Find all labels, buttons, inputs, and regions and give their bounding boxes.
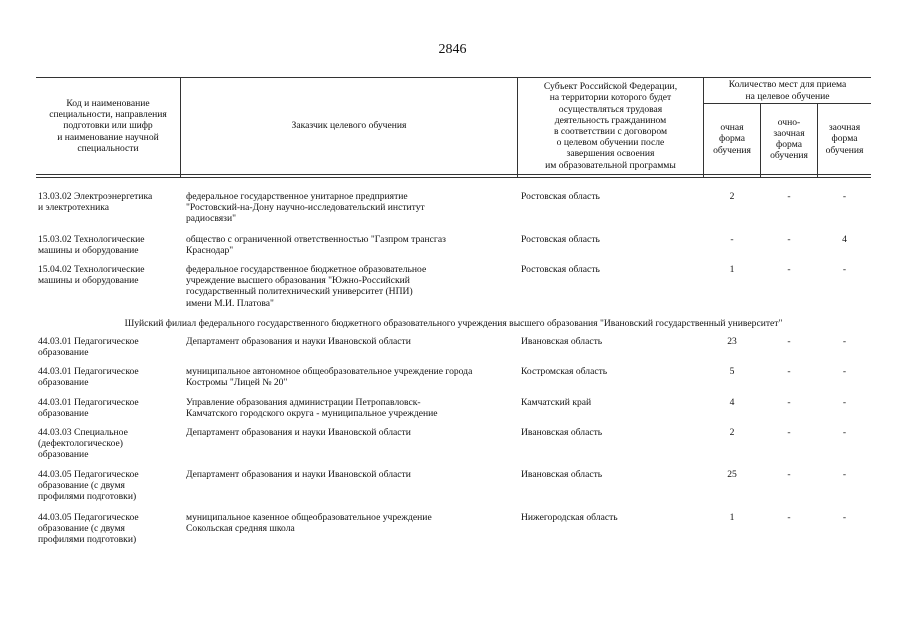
cell-customer: Управление образования администрации Петропавловск- Камчатского городского округа - муниципальное учреждение bbox=[186, 397, 438, 420]
cell-customer: Департамент образования и науки Ивановской области bbox=[186, 427, 411, 438]
cell-subject: Костромская область bbox=[521, 366, 608, 377]
cell-subject: Ивановская область bbox=[521, 427, 603, 438]
cell-code: 44.03.05 Педагогическое образование (с двумя профилями подготовки) bbox=[38, 469, 139, 503]
cell-customer: Департамент образования и науки Ивановской области bbox=[186, 469, 411, 480]
cell-customer: муниципальное казенное общеобразовательное учреждение Сокольская средняя школа bbox=[186, 512, 432, 535]
cell-extra: - bbox=[842, 264, 847, 275]
cell-code: 44.03.05 Педагогическое образование (с двумя профилями подготовки) bbox=[38, 512, 139, 546]
cell-full: 4 bbox=[729, 397, 735, 408]
cell-code: 44.03.01 Педагогическое образование bbox=[38, 366, 139, 389]
cell-subject: Ивановская область bbox=[521, 336, 603, 347]
cell-customer: федеральное государственное унитарное предприятие "Ростовский-на-Дону научно-исследовательский институт радиосвязи" bbox=[186, 191, 425, 225]
cell-part: - bbox=[787, 427, 791, 438]
cell-part: - bbox=[787, 512, 791, 523]
cell-subject: Камчатский край bbox=[521, 397, 592, 408]
header-part-time: очно- заочная форма обучения bbox=[770, 116, 808, 162]
cell-full: 2 bbox=[729, 191, 735, 202]
cell-code: 44.03.03 Специальное (дефектологическое) образование bbox=[38, 427, 128, 461]
cell-part: - bbox=[787, 336, 791, 347]
cell-extra: - bbox=[842, 191, 847, 202]
cell-full: 5 bbox=[729, 366, 735, 377]
header-customer: Заказчик целевого обучения bbox=[291, 120, 407, 132]
header-full-time: очная форма обучения bbox=[713, 122, 751, 156]
header-code: Код и наименование специальности, направления подготовки или шифр и наименование научной специальности bbox=[49, 97, 167, 154]
cell-part: - bbox=[787, 191, 791, 202]
cell-extra: - bbox=[842, 397, 847, 408]
cell-code: 44.03.01 Педагогическое образование bbox=[38, 336, 139, 359]
cell-code: 15.04.02 Технологические машины и оборудование bbox=[38, 264, 145, 287]
cell-extra: - bbox=[842, 336, 847, 347]
cell-subject: Ростовская область bbox=[521, 264, 600, 275]
header-extramural: заочная форма обучения bbox=[825, 122, 864, 156]
cell-code: 15.03.02 Технологические машины и оборудование bbox=[38, 234, 145, 257]
cell-part: - bbox=[787, 234, 791, 245]
cell-extra: - bbox=[842, 512, 847, 523]
header-bottom-border-1 bbox=[36, 174, 871, 175]
cell-extra: - bbox=[842, 469, 847, 480]
header-bottom-border-2 bbox=[36, 177, 871, 178]
cell-full: 2 bbox=[729, 427, 735, 438]
cell-subject: Ивановская область bbox=[521, 469, 603, 480]
cell-customer: общество с ограниченной ответственностью "Газпром трансгаз Краснодар" bbox=[186, 234, 446, 257]
cell-code: 44.03.01 Педагогическое образование bbox=[38, 397, 139, 420]
cell-extra: - bbox=[842, 366, 847, 377]
header-places: Количество мест для приема на целевое обучение bbox=[728, 79, 847, 102]
cell-extra: - bbox=[842, 427, 847, 438]
cell-part: - bbox=[787, 397, 791, 408]
cell-subject: Ростовская область bbox=[521, 234, 600, 245]
cell-customer: федеральное государственное бюджетное образовательное учреждение высшего образования "Южно-Российский государственный политехнический университет (НПИ) имени М.И. Платова" bbox=[186, 264, 427, 309]
header-subject: Субъект Российской Федерации, на территории которого будет осуществляться трудовая деятельность гражданином в соответствии с договором о целевом обучении после завершения освоения им образовательной программы bbox=[543, 81, 678, 171]
cell-full: 23 bbox=[727, 336, 737, 347]
cell-subject: Нижегородская область bbox=[521, 512, 618, 523]
page-number: 2846 bbox=[438, 42, 467, 57]
cell-code: 13.03.02 Электроэнергетика и электротехника bbox=[38, 191, 153, 214]
cell-full: 1 bbox=[729, 512, 735, 523]
cell-subject: Ростовская область bbox=[521, 191, 600, 202]
cell-full: 1 bbox=[729, 264, 735, 275]
cell-part: - bbox=[787, 366, 791, 377]
cell-part: - bbox=[787, 264, 791, 275]
cell-extra: 4 bbox=[842, 234, 847, 245]
cell-customer: муниципальное автономное общеобразовательное учреждение города Костромы "Лицей № 20" bbox=[186, 366, 473, 389]
cell-full: 25 bbox=[727, 469, 737, 480]
cell-customer: Департамент образования и науки Ивановской области bbox=[186, 336, 411, 347]
cell-full: - bbox=[730, 234, 734, 245]
section-title: Шуйский филиал федерального государственного бюджетного образовательного учреждения высшего образования "Ивановский государственный университет" bbox=[124, 318, 783, 329]
cell-part: - bbox=[787, 469, 791, 480]
